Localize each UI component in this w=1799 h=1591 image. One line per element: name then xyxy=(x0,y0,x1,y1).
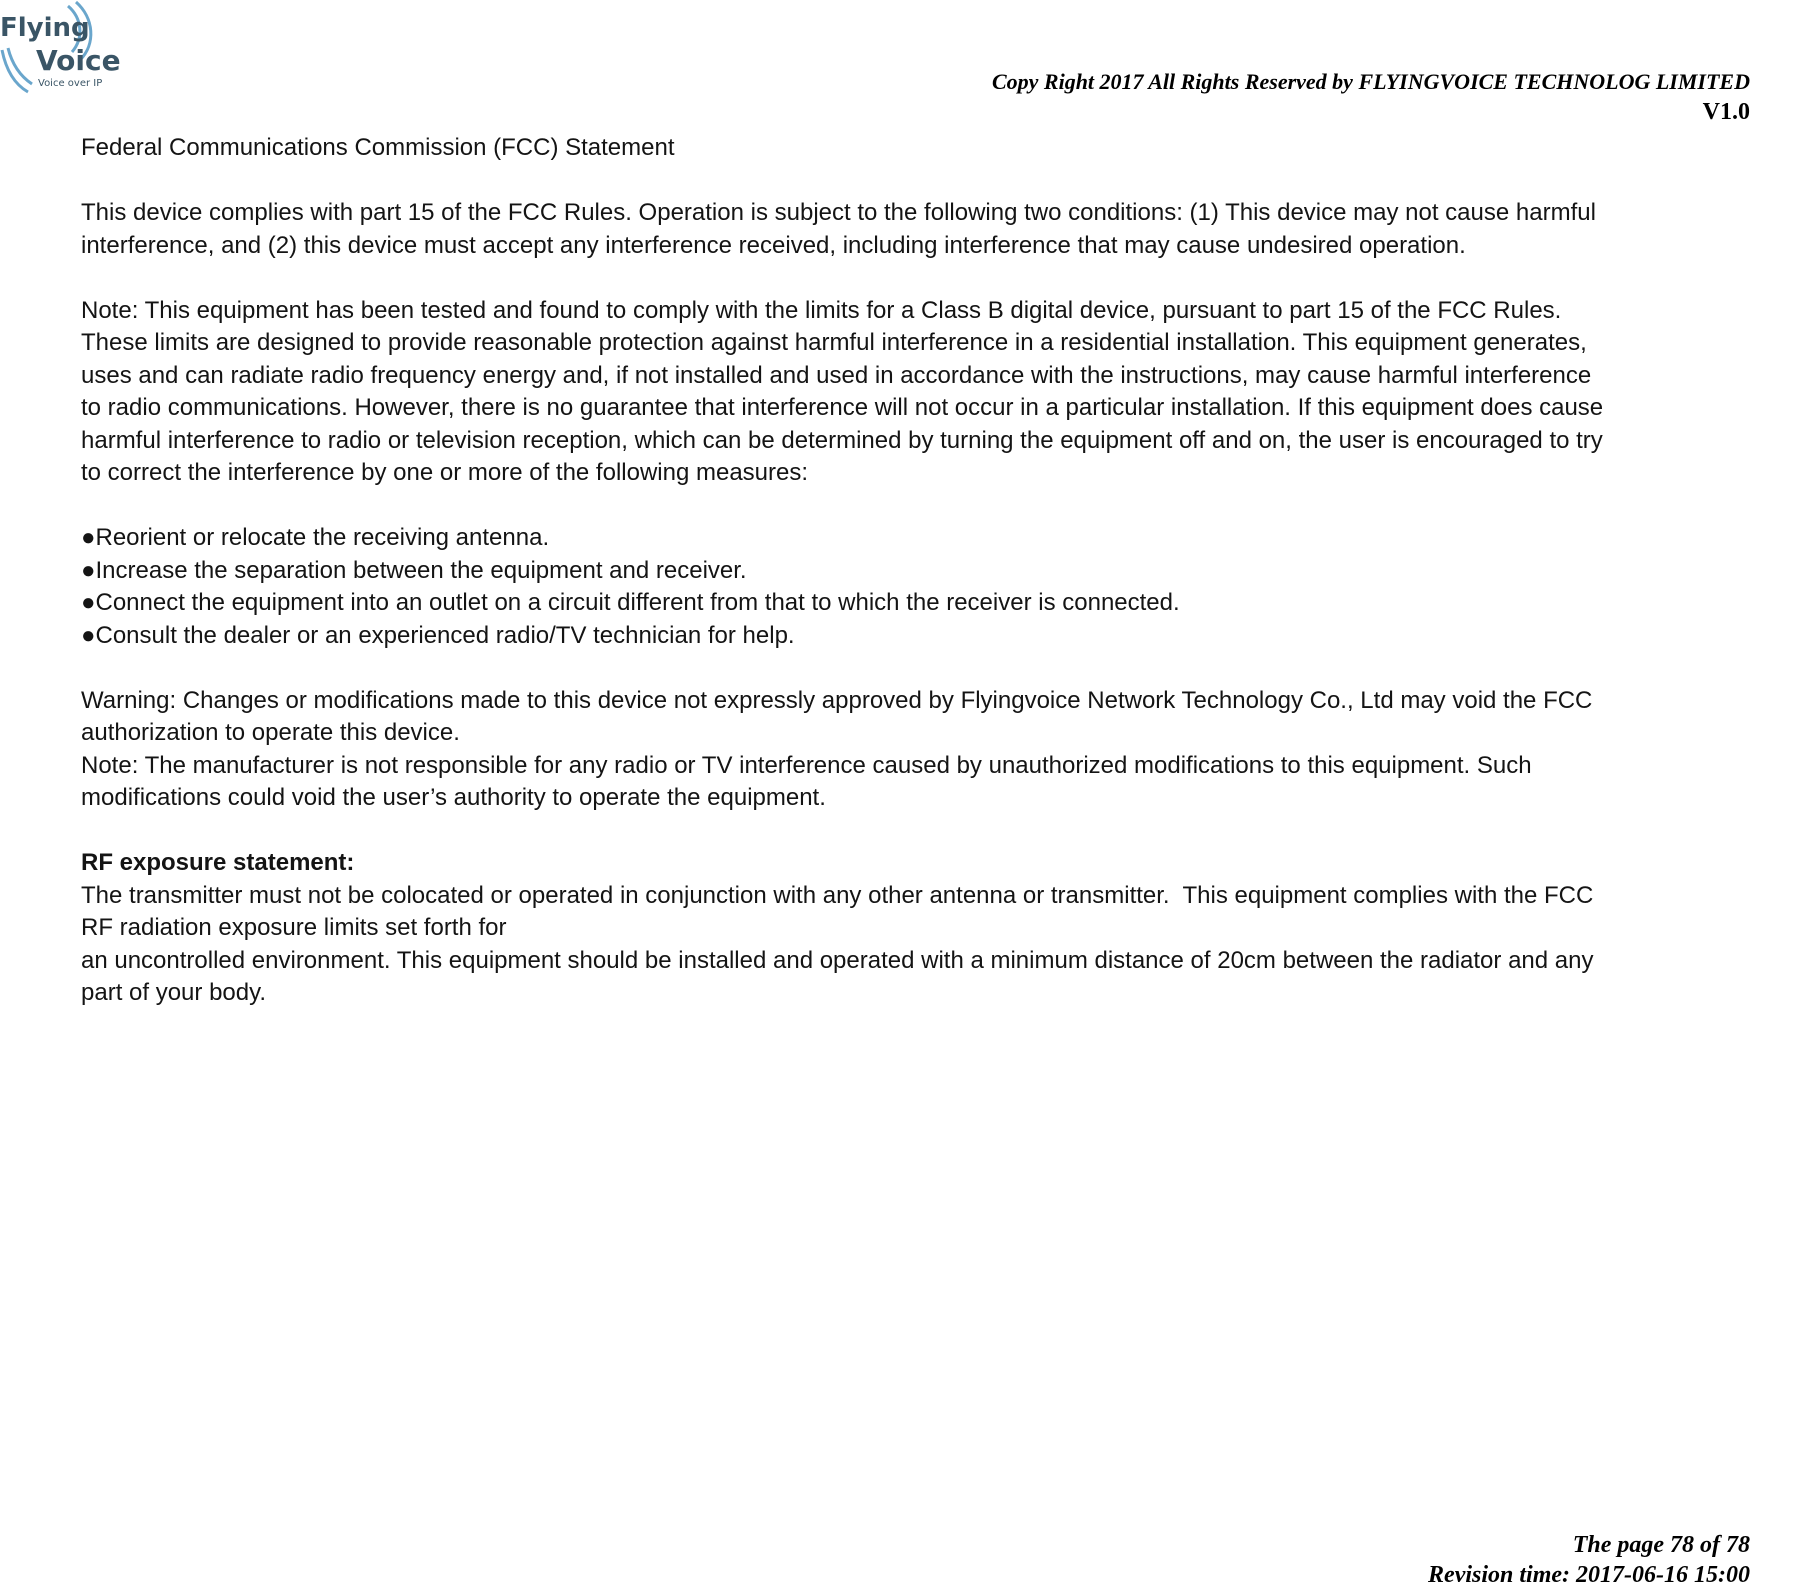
warning-line: Warning: Changes or modifications made to this device not expressly approved by Flyingvoice Network Technology Co., Ltd may void the FCC xyxy=(81,686,1593,714)
note-line: Note: This equipment has been tested and found to comply with the limits for a Class B digital device, pursuant to part 15 of the FCC Rules. xyxy=(81,296,1562,324)
measure-item: ●Connect the equipment into an outlet on a circuit different from that to which the receiver is connected. xyxy=(81,589,1180,616)
rf-exposure-line: RF radiation exposure limits set forth for xyxy=(81,914,507,941)
note-line: to radio communications. However, there is no guarantee that interference will not occur in a particular installation. If this equipment does cause xyxy=(81,394,1604,421)
measure-item: ●Consult the dealer or an experienced radio/TV technician for help. xyxy=(81,621,795,649)
document-version: V1.0 xyxy=(1702,99,1750,125)
note-line: These limits are designed to provide reasonable protection against harmful interference in a residential installation. This equipment generates, xyxy=(81,329,1587,356)
measure-item: ●Increase the separation between the equipment and receiver. xyxy=(81,556,747,584)
warning-line: modifications could void the user’s authority to operate the equipment. xyxy=(81,784,826,811)
warning-line: Note: The manufacturer is not responsible for any radio or TV interference caused by unauthorized modifications to this equipment. Such xyxy=(81,751,1532,779)
compliance-line: interference, and (2) this device must accept any interference received, including interference that may cause undesired operation. xyxy=(81,231,1466,259)
flyingvoice-logo-icon xyxy=(0,0,121,96)
logo-tagline: Voice over IP xyxy=(38,78,103,89)
rf-exposure-line: an uncontrolled environment. This equipment should be installed and operated with a minimum distance of 20cm between the radiator and any xyxy=(81,946,1594,974)
note-line: to correct the interference by one or more of the following measures: xyxy=(81,459,809,486)
logo-word-voice: Voice xyxy=(36,44,121,77)
copyright-notice: Copy Right 2017 All Rights Reserved by FLYINGVOICE TECHNOLOG LIMITED xyxy=(991,69,1750,94)
revision-time: Revision time: 2017-06-16 15:00 xyxy=(1428,1562,1750,1588)
warning-line: authorization to operate this device. xyxy=(81,719,460,746)
rf-exposure-line: part of your body. xyxy=(81,979,266,1006)
rf-exposure-line: The transmitter must not be colocated or operated in conjunction with any other antenna or transmitter. This equipment complies with the FCC xyxy=(81,881,1594,909)
fcc-statement-body xyxy=(81,132,1797,1010)
page-footer xyxy=(1428,1530,1750,1590)
rf-exposure-heading: RF exposure statement: xyxy=(81,849,355,876)
note-line: uses and can radiate radio frequency energy and, if not installed and used in accordance with the instructions, may cause harmful interference xyxy=(81,361,1592,389)
compliance-line: This device complies with part 15 of the FCC Rules. Operation is subject to the following two conditions: (1) This device may not cause harmful xyxy=(81,199,1596,226)
measure-item: ●Reorient or relocate the receiving antenna. xyxy=(81,524,550,551)
section-title: Federal Communications Commission (FCC) Statement xyxy=(81,134,675,161)
page-number: The page 78 of 78 xyxy=(1572,1532,1750,1558)
note-line: harmful interference to radio or television reception, which can be determined by turning the equipment off and on, the user is encouraged to try xyxy=(81,426,1603,454)
logo-word-flying: Flying xyxy=(0,13,90,43)
